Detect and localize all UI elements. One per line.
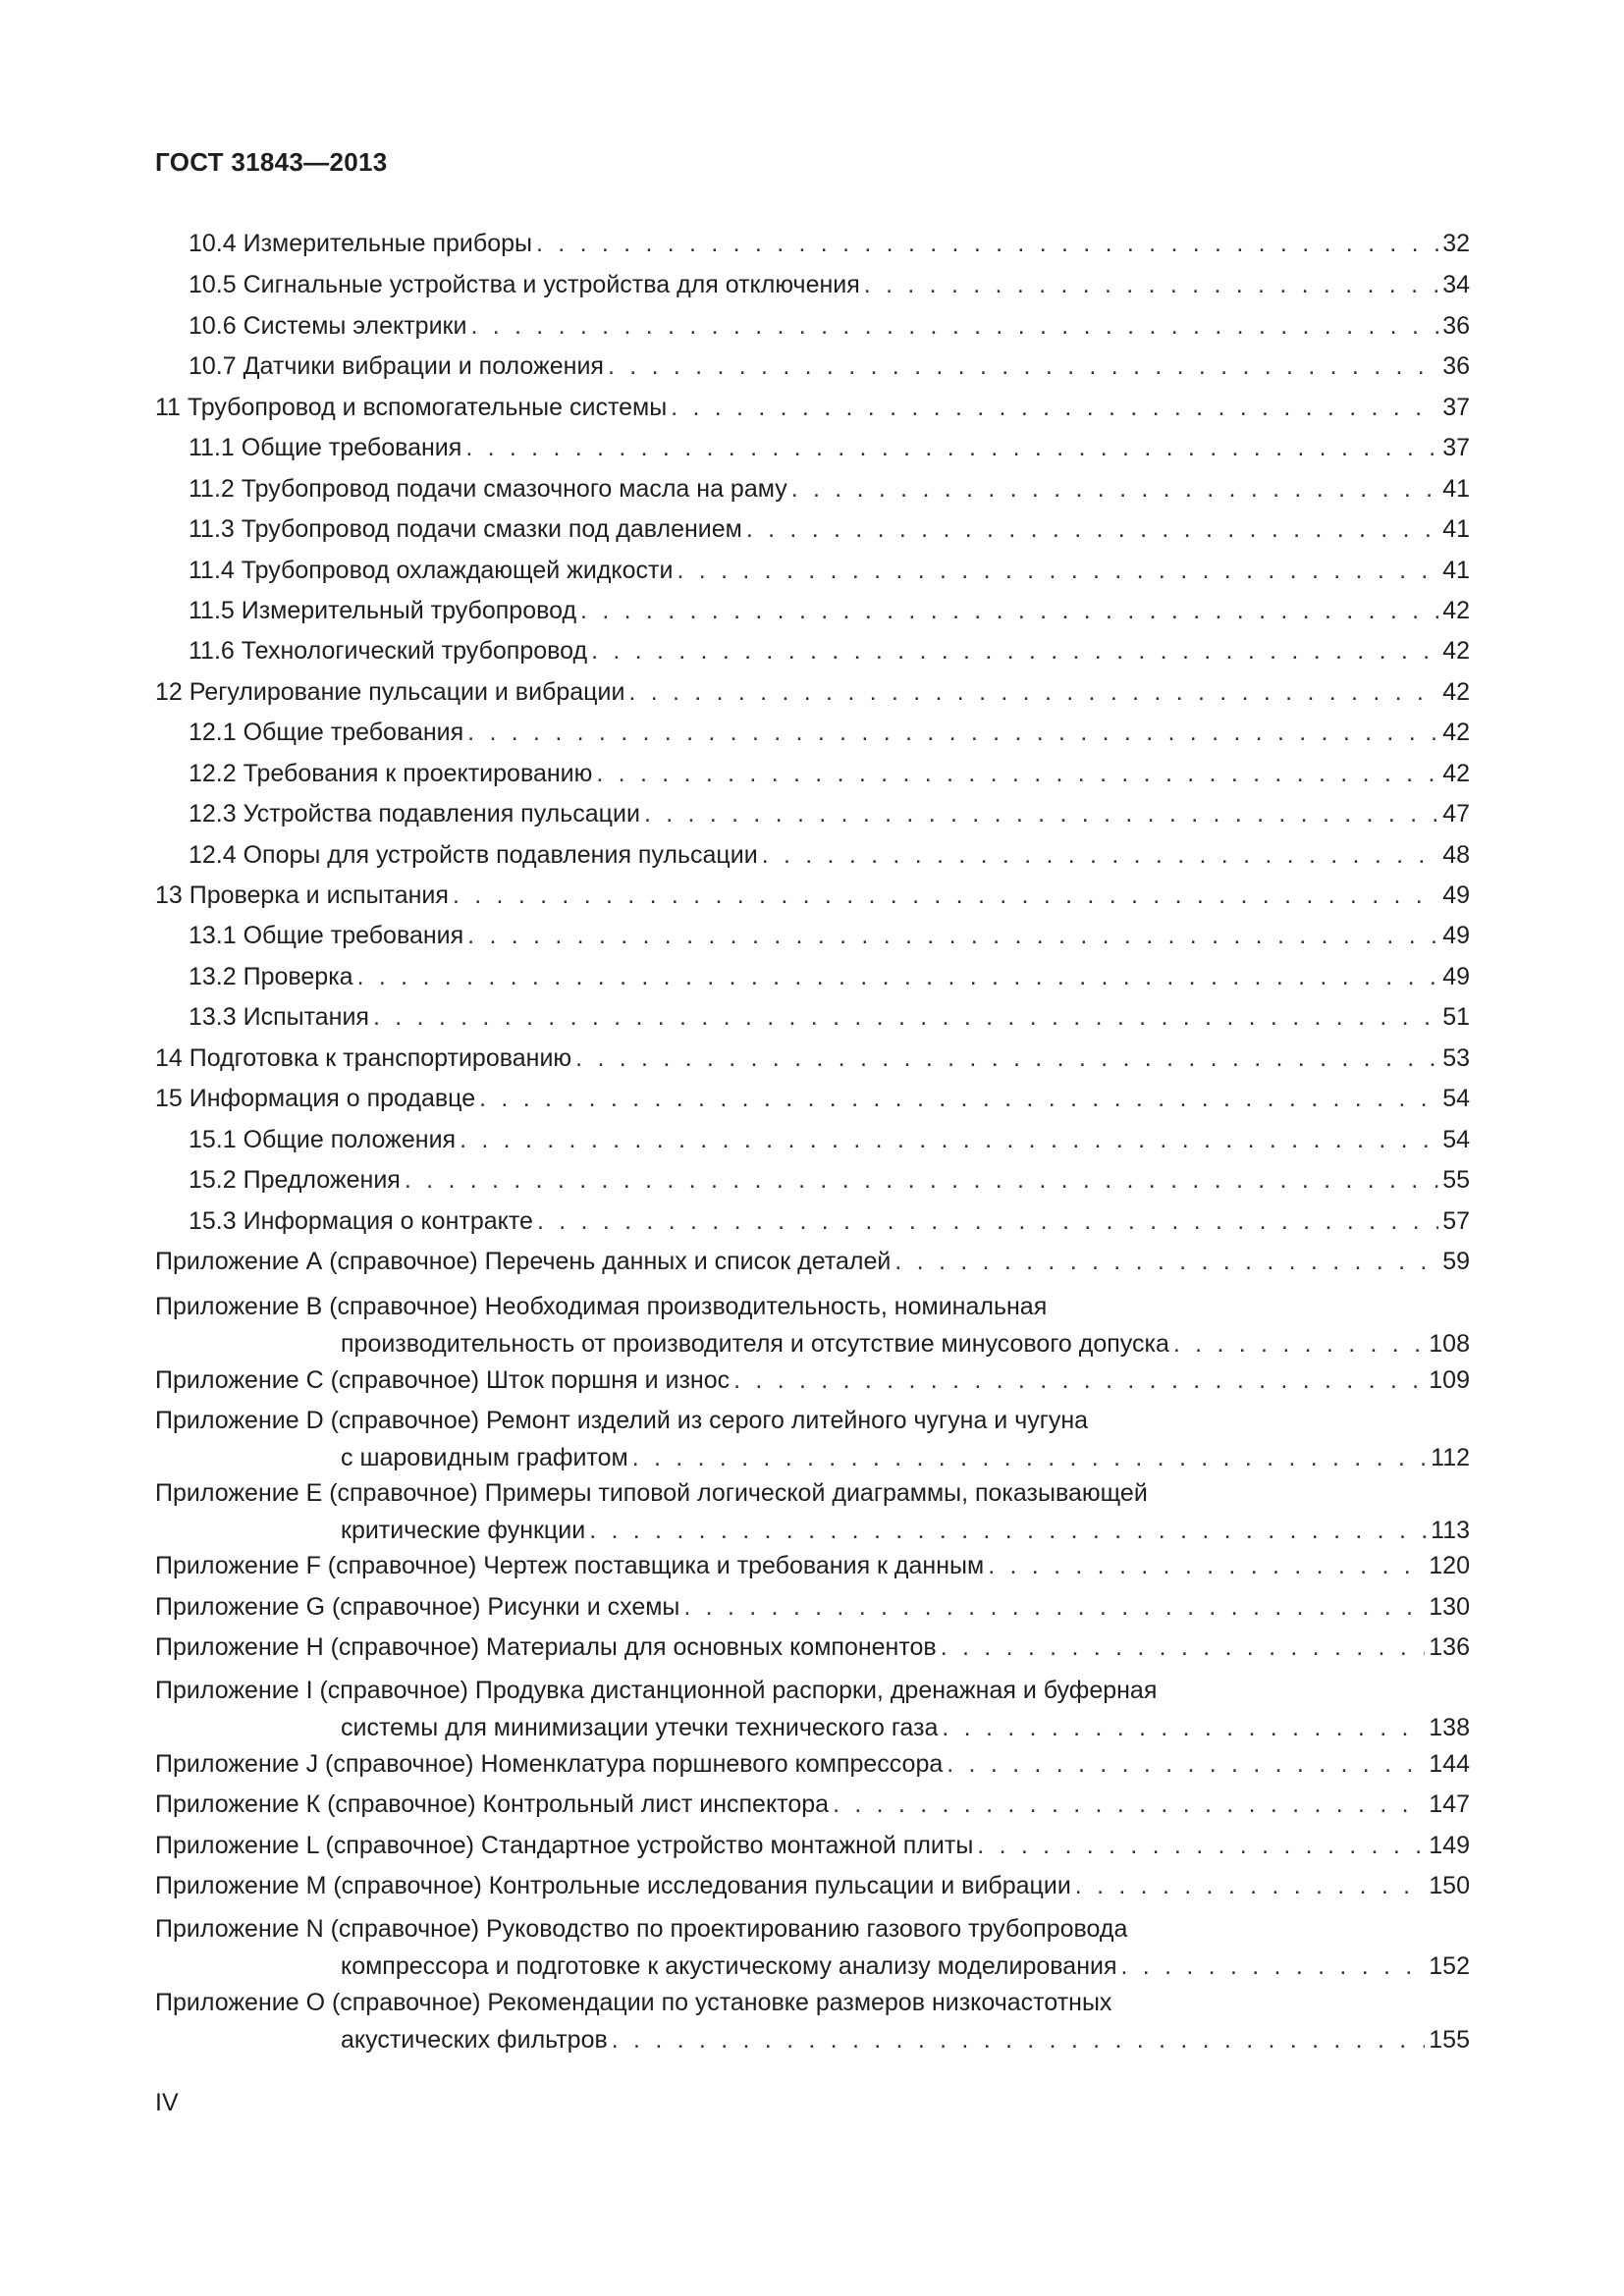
document-header: ГОСТ 31843—2013 <box>155 147 388 177</box>
toc-entry[interactable] <box>155 1365 1470 1395</box>
leader-dots <box>612 2025 1426 2055</box>
leader-dots <box>479 1084 1438 1113</box>
toc-entry-title: Приложение К (справочное) Контрольный лист инспектора <box>155 1790 830 1818</box>
toc-entry[interactable] <box>189 514 1470 544</box>
leader-dots <box>536 229 1438 258</box>
leader-dots <box>733 1365 1425 1395</box>
toc-entry[interactable] <box>155 1551 1470 1580</box>
toc-page-number: 34 <box>1442 271 1470 298</box>
toc-page-number: 120 <box>1429 1552 1470 1579</box>
leader-dots <box>677 556 1438 585</box>
toc-entry[interactable] <box>155 1247 1470 1276</box>
toc-entry[interactable] <box>341 1713 1470 1742</box>
toc-entry-title[interactable]: Приложение О (справочное) Рекомендации по установке размеров низкочастотных <box>155 1989 1112 2016</box>
toc-entry[interactable] <box>189 840 1470 870</box>
toc-entry[interactable] <box>189 962 1470 991</box>
toc-page-number: 42 <box>1442 719 1470 746</box>
toc-entry[interactable] <box>189 1125 1470 1154</box>
leader-dots <box>465 433 1438 462</box>
leader-dots <box>942 1713 1425 1742</box>
toc-entry[interactable] <box>189 718 1470 747</box>
toc-entry-continuation: с шаровидным графитом <box>341 1444 628 1471</box>
toc-entry-title: Приложение М (справочное) Контрольные исследования пульсации и вибрации <box>155 1872 1071 1899</box>
toc-entry-title: 12.2 Требования к проектированию <box>189 760 593 787</box>
toc-entry[interactable] <box>341 1329 1470 1359</box>
toc-entry[interactable] <box>155 1749 1470 1779</box>
toc-entry-title: 11.5 Измерительный трубопровод <box>189 597 577 624</box>
toc-page-number: 47 <box>1442 800 1470 828</box>
toc-entry-title: 10.4 Измерительные приборы <box>189 230 532 257</box>
leader-dots <box>470 311 1438 341</box>
toc-page-number: 49 <box>1442 963 1470 990</box>
leader-dots <box>1075 1871 1425 1900</box>
toc-page-number: 42 <box>1442 760 1470 787</box>
toc-entry-title: 10.7 Датчики вибрации и положения <box>189 352 604 380</box>
leader-dots <box>373 1002 1438 1032</box>
leader-dots <box>941 1632 1426 1662</box>
toc-entry-title: 11.1 Общие требования <box>189 434 462 461</box>
toc-entry[interactable] <box>155 1831 1470 1860</box>
toc-page-number: 152 <box>1429 1952 1470 1980</box>
toc-page-number: 138 <box>1429 1714 1470 1741</box>
leader-dots <box>894 1247 1438 1276</box>
toc-entry[interactable] <box>341 1443 1470 1472</box>
toc-page-number: 55 <box>1442 1166 1470 1194</box>
leader-dots <box>1173 1329 1425 1359</box>
toc-entry[interactable] <box>155 881 1470 910</box>
toc-page-number: 41 <box>1442 515 1470 543</box>
leader-dots <box>537 1206 1438 1236</box>
toc-page-number: 112 <box>1431 1444 1470 1471</box>
leader-dots <box>453 881 1438 910</box>
leader-dots <box>977 1831 1425 1860</box>
leader-dots <box>608 351 1438 381</box>
toc-entry-title: 10.6 Системы электрики <box>189 312 467 340</box>
leader-dots <box>589 1516 1427 1545</box>
toc-entry[interactable] <box>155 393 1470 422</box>
toc-entry-continuation: акустических фильтров <box>341 2026 608 2054</box>
toc-entry[interactable] <box>189 1165 1470 1195</box>
toc-entry-title: 15 Информация о продавце <box>155 1085 476 1112</box>
toc-entry[interactable] <box>155 1789 1470 1819</box>
toc-entry[interactable] <box>155 1043 1470 1073</box>
toc-entry[interactable] <box>189 351 1470 381</box>
toc-entry-title: 11.3 Трубопровод подачи смазки под давлением <box>189 515 742 543</box>
leader-dots <box>580 596 1438 625</box>
toc-entry[interactable] <box>189 636 1470 666</box>
toc-page-number: 155 <box>1429 2026 1470 2054</box>
toc-entry[interactable] <box>341 2025 1470 2055</box>
toc-entry-title: 15.1 Общие положения <box>189 1126 457 1153</box>
toc-page-number: 42 <box>1442 678 1470 706</box>
toc-entry[interactable] <box>189 556 1470 585</box>
toc-entry[interactable] <box>189 1002 1470 1032</box>
toc-page-number: 37 <box>1442 434 1470 461</box>
toc-entry[interactable] <box>189 799 1470 828</box>
leader-dots <box>575 1043 1438 1073</box>
toc-entry-title: Приложение G (справочное) Рисунки и схемы <box>155 1593 680 1621</box>
toc-entry[interactable] <box>189 270 1470 299</box>
toc-entry-title: Приложение С (справочное) Шток поршня и износ <box>155 1366 731 1394</box>
toc-entry-title: 15.2 Предложения <box>189 1166 401 1194</box>
toc-page-number: 41 <box>1442 557 1470 584</box>
toc-entry-continuation: производительность от производителя и отсутствие минусового допуска <box>341 1330 1169 1358</box>
toc-entry-continuation: системы для минимизации утечки технического газа <box>341 1714 939 1741</box>
toc-entry[interactable] <box>189 433 1470 462</box>
toc-page-number: 150 <box>1429 1872 1470 1899</box>
leader-dots <box>833 1789 1425 1819</box>
toc-page-number: 37 <box>1442 394 1470 421</box>
leader-dots <box>762 840 1439 870</box>
toc-entry-continuation: критические функции <box>341 1517 586 1544</box>
toc-entry-title: 13.3 Испытания <box>189 1003 369 1031</box>
toc-entry-title: 14 Подготовка к транспортированию <box>155 1044 572 1072</box>
toc-entry-title[interactable]: Приложение I (справочное) Продувка дистанционной распорки, дренажная и буферная <box>155 1677 1158 1704</box>
leader-dots <box>947 1749 1425 1779</box>
leader-dots <box>467 921 1438 950</box>
toc-page-number: 41 <box>1442 475 1470 503</box>
toc-entry-title[interactable]: Приложение Е (справочное) Примеры типовой логической диаграммы, показывающей <box>155 1479 1148 1507</box>
toc-page-number: 59 <box>1442 1248 1470 1275</box>
toc-page-number: 149 <box>1429 1832 1470 1859</box>
toc-entry[interactable] <box>155 1632 1470 1662</box>
leader-dots <box>746 514 1438 544</box>
toc-entry-title: 13 Проверка и испытания <box>155 881 449 909</box>
leader-dots <box>671 393 1438 422</box>
toc-entry-title: 10.5 Сигнальные устройства и устройства для отключения <box>189 271 860 298</box>
toc-page-number: 54 <box>1442 1085 1470 1112</box>
leader-dots <box>357 962 1439 991</box>
toc-page-number: 144 <box>1429 1750 1470 1778</box>
toc-page-number: 32 <box>1442 230 1470 257</box>
toc-entry-title: 13.2 Проверка <box>189 963 353 990</box>
leader-dots <box>988 1551 1425 1580</box>
toc-entry-continuation: компрессора и подготовке к акустическому анализу моделирования <box>341 1952 1117 1980</box>
leader-dots <box>644 799 1438 828</box>
toc-entry-title: 12.3 Устройства подавления пульсации <box>189 800 640 828</box>
leader-dots <box>628 677 1438 707</box>
toc-entry[interactable] <box>189 311 1470 341</box>
leader-dots <box>591 636 1438 666</box>
toc-entry-title: Приложение А (справочное) Перечень данных и список деталей <box>155 1248 892 1275</box>
toc-entry[interactable] <box>189 759 1470 788</box>
toc-entry-title: 12 Регулирование пульсации и вибрации <box>155 678 625 706</box>
toc-entry[interactable] <box>155 1871 1470 1900</box>
toc-page-number: 108 <box>1429 1330 1470 1358</box>
leader-dots <box>632 1443 1427 1472</box>
toc-entry[interactable] <box>189 474 1470 504</box>
toc-entry-title[interactable]: Приложение D (справочное) Ремонт изделий из серого литейного чугуна и чугуна <box>155 1407 1089 1434</box>
toc-page-number: 42 <box>1442 597 1470 624</box>
toc-entry-title: Приложение Н (справочное) Материалы для основных компонентов <box>155 1633 937 1661</box>
toc-entry[interactable] <box>189 596 1470 625</box>
toc-entry[interactable] <box>341 1951 1470 1981</box>
toc-page-number: 109 <box>1429 1366 1470 1394</box>
toc-entry-title: 11.2 Трубопровод подачи смазочного масла на раму <box>189 475 787 503</box>
toc-page-number: 130 <box>1429 1593 1470 1621</box>
toc-entry-title: 11 Трубопровод и вспомогательные системы <box>155 394 668 421</box>
toc-entry-title: Приложение F (справочное) Чертеж поставщика и требования к данным <box>155 1552 985 1579</box>
toc-page-number: 53 <box>1442 1044 1470 1072</box>
toc-page-number: 48 <box>1442 841 1470 869</box>
leader-dots <box>596 759 1438 788</box>
toc-entry[interactable] <box>341 1516 1470 1545</box>
toc-entry-title: 11.4 Трубопровод охлаждающей жидкости <box>189 557 674 584</box>
leader-dots <box>864 270 1438 299</box>
toc-page-number: 36 <box>1442 352 1470 380</box>
toc-entry[interactable] <box>189 229 1470 258</box>
leader-dots <box>460 1125 1438 1154</box>
toc-entry[interactable] <box>155 1084 1470 1113</box>
toc-entry-title[interactable]: Приложение N (справочное) Руководство по проектированию газового трубопровода <box>155 1915 1128 1943</box>
toc-page-number: 51 <box>1442 1003 1470 1031</box>
leader-dots <box>683 1592 1425 1622</box>
toc-page-number: 36 <box>1442 312 1470 340</box>
toc-page-number: 49 <box>1442 881 1470 909</box>
toc-page-number: 54 <box>1442 1126 1470 1153</box>
toc-entry-title: 12.4 Опоры для устройств подавления пульсации <box>189 841 758 869</box>
toc-entry-title[interactable]: Приложение В (справочное) Необходимая производительность, номинальная <box>155 1293 1048 1320</box>
toc-entry-title: 13.1 Общие требования <box>189 922 464 949</box>
page-number: IV <box>155 2089 179 2116</box>
leader-dots <box>405 1165 1438 1195</box>
toc-page-number: 113 <box>1431 1517 1470 1544</box>
toc-entry[interactable] <box>189 1206 1470 1236</box>
toc-page-number: 57 <box>1442 1207 1470 1235</box>
toc-page-number: 147 <box>1429 1790 1470 1818</box>
toc-entry[interactable] <box>155 677 1470 707</box>
leader-dots <box>467 718 1438 747</box>
toc-page-number: 42 <box>1442 637 1470 665</box>
toc-entry-title: 11.6 Технологический трубопровод <box>189 637 588 665</box>
toc-entry-title: Приложение J (справочное) Номенклатура поршневого компрессора <box>155 1750 944 1778</box>
leader-dots <box>1121 1951 1426 1981</box>
toc-entry[interactable] <box>189 921 1470 950</box>
toc-entry-title: 15.3 Информация о контракте <box>189 1207 533 1235</box>
toc-entry[interactable] <box>155 1592 1470 1622</box>
toc-page-number: 49 <box>1442 922 1470 949</box>
leader-dots <box>791 474 1438 504</box>
toc-page-number: 136 <box>1429 1633 1470 1661</box>
toc-entry-title: 12.1 Общие требования <box>189 719 464 746</box>
toc-entry-title: Приложение L (справочное) Стандартное устройство монтажной плиты <box>155 1832 974 1859</box>
